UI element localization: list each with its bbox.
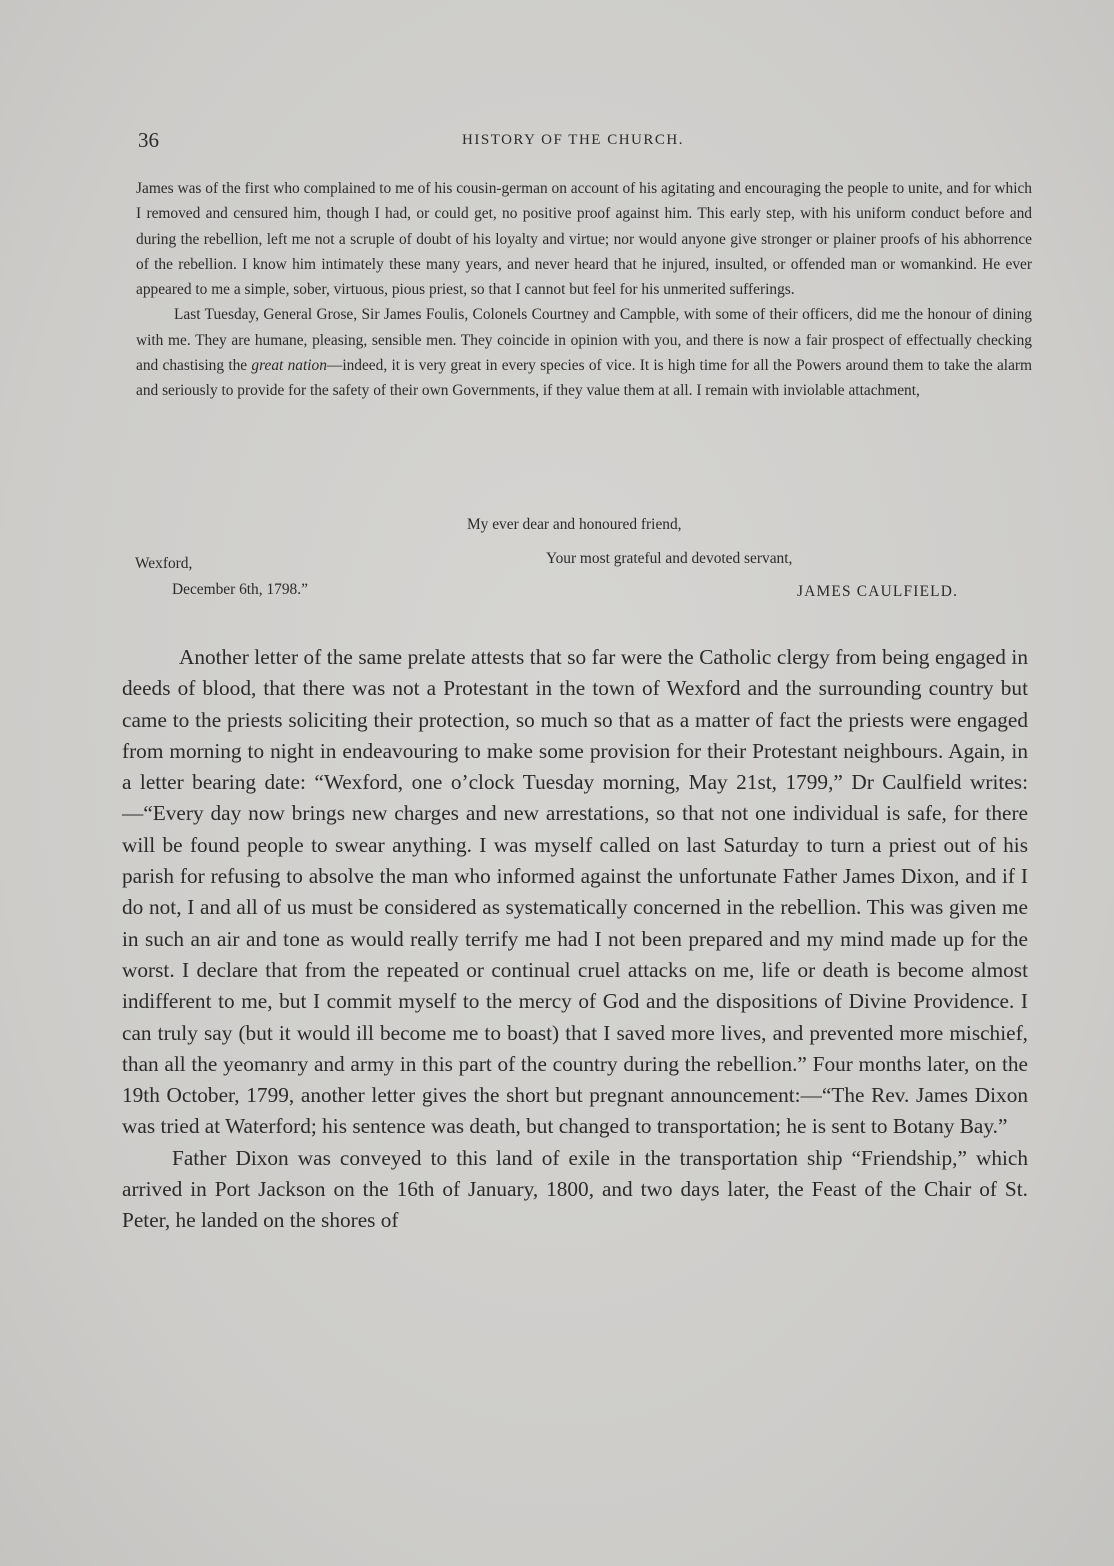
running-title: HISTORY OF THE CHURCH. [462,132,684,148]
page-number: 36 [138,128,159,152]
letter-date: December 6th, 1798.” [172,581,308,598]
signature: JAMES CAULFIELD. [797,583,959,600]
closing-salutation: My ever dear and honoured friend, [467,516,682,533]
quoted-letter [136,176,1032,404]
letter-paragraph: James was of the first who complained to me of his cousin-german on account of his agitating and encouraging the people to unite, and for which I removed and censured him, though I had, or could get, no positive proof against him. This early step, with his uniform conduct before and during the rebellion, left me not a scruple of doubt of his loyalty and virtue; nor would anyone give stronger or plainer proofs of his abhorrence of the rebellion. I know him intimately these many years, and never heard that he injured, insulted, or offended man or womankind. He ever appeared to me a simple, sober, virtuous, pious priest, so that I cannot but feel for his unmerited sufferings. [136,180,1032,299]
letter-place: Wexford, [135,555,193,572]
letter-paragraph [136,302,1032,403]
sign-off: Your most grateful and devoted servant, [546,550,793,567]
letter-text: —indeed, it is very great in every species of vice. It is high time for all the Powers around them to take the alarm and seriously to provide for the safety of their own Governments, if they value them at all. I remain with inviolable attachment, [136,357,1032,400]
letter-text: Last Tuesday, General Grose, Sir James Foulis, Colonels Courtney and Campble, with some of their officers, did me the honour of dining with me. They are humane, pleasing, sensible men. They coincide in opinion with you, and there is now a fair prospect of effectually checking and chastising the [136,306,1032,375]
body-paragraph: Another letter of the same prelate attests that so far were the Catholic clergy from being engaged in deeds of blood, that there was not a Protestant in the town of Wexford and the surrounding country but came to the priests soliciting their protection, so much so that as a matter of fact the priests were engaged from morning to night in endeavouring to make some provision for their Protestant neighbours. Again, in a letter bearing date: “Wexford, one o’clock Tuesday morning, May 21st, 1799,” Dr Caulfield writes:—“Every day now brings new charges and new arrestations, so that not one individual is safe, for there will be found people to swear anything. I was myself called on last Saturday to turn a priest out of his parish for refusing to absolve the man who informed against the unfortunate Father James Dixon, and if I do not, I and all of us must be considered as systematically concerned in the rebellion. This was given me in such an air and tone as would really terrify me had I not been prepared and my mind made up for the worst. I declare that from the repeated or continual cruel attacks on me, life or death is become almost indifferent to me, but I commit myself to the mercy of God and the dispositions of Divine Providence. I can truly say (but it would ill become me to boast) that I saved more lives, and prevented more mischief, than all the yeomanry and army in this part of the country during the rebellion.” Four months later, on the 19th October, 1799, another letter gives the short but pregnant announcement:—“The Rev. James Dixon was tried at Waterford; his sentence was death, but changed to transportation; he is sent to Botany Bay.” [122,645,1028,1139]
body-text [122,642,1028,1237]
body-paragraph: Father Dixon was conveyed to this land of exile in the transportation ship “Friendship,” which arrived in Port Jackson on the 16th of January, 1800, and two days later, the Feast of the Chair of St. Peter, he landed on the shores of [122,1145,1028,1233]
page-header [138,128,1008,154]
letter-italic-text: great nation [251,357,327,375]
